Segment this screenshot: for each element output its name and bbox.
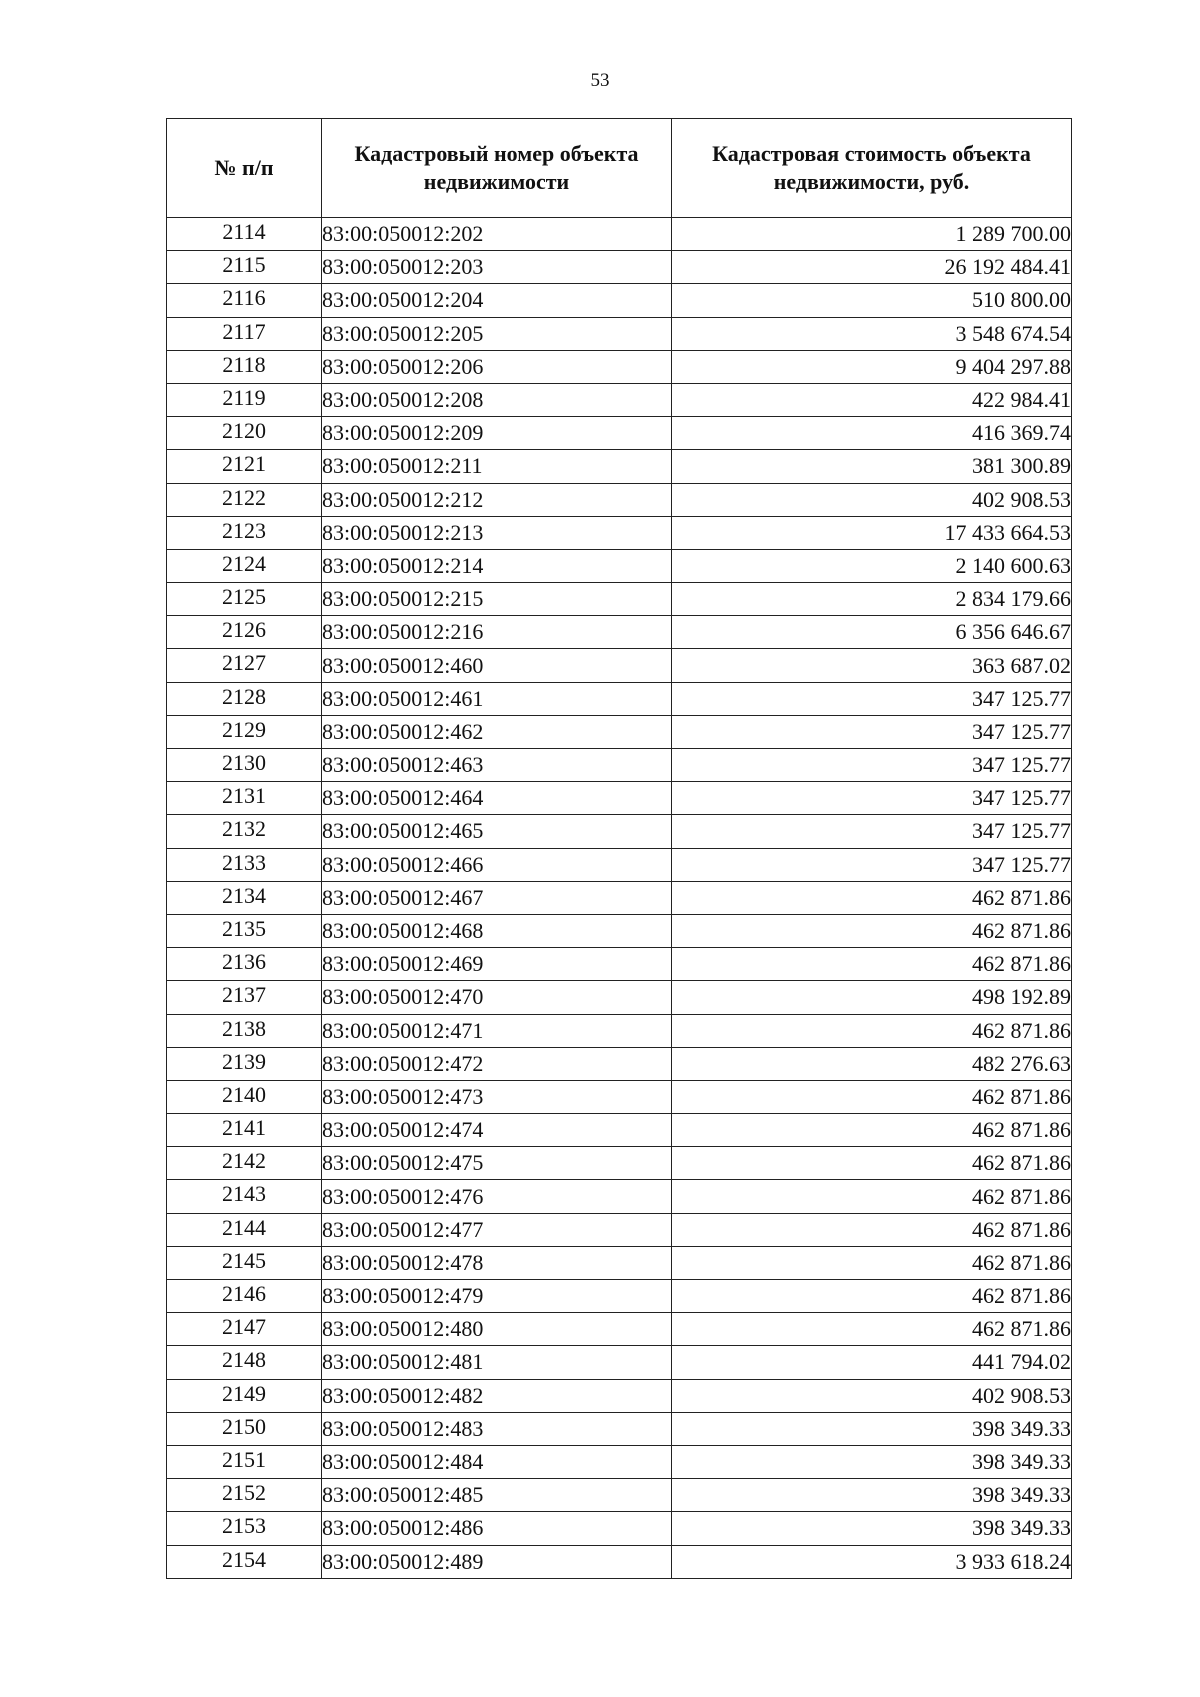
cadastral-value-cell: 347 125.77 (672, 715, 1072, 748)
row-number-cell: 2142 (167, 1147, 322, 1180)
table-row (167, 516, 1072, 549)
cadastral-number-cell: 83:00:050012:208 (322, 383, 672, 416)
row-number-cell: 2140 (167, 1080, 322, 1113)
cadastral-value-cell: 398 349.33 (672, 1412, 1072, 1445)
cadastral-value-cell: 3 933 618.24 (672, 1545, 1072, 1578)
cadastral-number-cell: 83:00:050012:474 (322, 1114, 672, 1147)
row-number-cell: 2138 (167, 1014, 322, 1047)
row-number-cell: 2132 (167, 815, 322, 848)
cadastral-value-cell: 510 800.00 (672, 284, 1072, 317)
header-cadastral-value: Кадастровая стоимость объекта недвижимости, руб. (672, 119, 1072, 218)
cadastral-number-cell: 83:00:050012:472 (322, 1047, 672, 1080)
table-row (167, 383, 1072, 416)
row-number-cell: 2114 (167, 218, 322, 251)
table-row (167, 218, 1072, 251)
table-row (167, 782, 1072, 815)
table-row (167, 483, 1072, 516)
cadastral-value-cell: 347 125.77 (672, 848, 1072, 881)
table-row (167, 1213, 1072, 1246)
cadastral-value-cell: 381 300.89 (672, 450, 1072, 483)
cadastral-value-cell: 462 871.86 (672, 1180, 1072, 1213)
table-row (167, 549, 1072, 582)
row-number-cell: 2137 (167, 981, 322, 1014)
cadastral-number-cell: 83:00:050012:206 (322, 350, 672, 383)
table-row (167, 1047, 1072, 1080)
table-row (167, 251, 1072, 284)
cadastral-value-cell: 462 871.86 (672, 1213, 1072, 1246)
table-row (167, 1313, 1072, 1346)
cadastral-value-cell: 462 871.86 (672, 1313, 1072, 1346)
cadastral-value-cell: 462 871.86 (672, 1114, 1072, 1147)
table-row (167, 417, 1072, 450)
row-number-cell: 2120 (167, 417, 322, 450)
table-row (167, 583, 1072, 616)
cadastral-number-cell: 83:00:050012:471 (322, 1014, 672, 1047)
row-number-cell: 2136 (167, 948, 322, 981)
header-row-number: № п/п (167, 119, 322, 218)
cadastral-number-cell: 83:00:050012:461 (322, 682, 672, 715)
cadastral-value-cell: 398 349.33 (672, 1512, 1072, 1545)
row-number-cell: 2115 (167, 251, 322, 284)
row-number-cell: 2152 (167, 1479, 322, 1512)
cadastral-number-cell: 83:00:050012:211 (322, 450, 672, 483)
row-number-cell: 2135 (167, 914, 322, 947)
table-row (167, 981, 1072, 1014)
row-number-cell: 2144 (167, 1213, 322, 1246)
row-number-cell: 2130 (167, 749, 322, 782)
cadastral-number-cell: 83:00:050012:481 (322, 1346, 672, 1379)
cadastral-value-cell: 462 871.86 (672, 1280, 1072, 1313)
cadastral-number-cell: 83:00:050012:475 (322, 1147, 672, 1180)
cadastral-number-cell: 83:00:050012:486 (322, 1512, 672, 1545)
cadastral-number-cell: 83:00:050012:480 (322, 1313, 672, 1346)
cadastral-value-cell: 1 289 700.00 (672, 218, 1072, 251)
cadastral-number-cell: 83:00:050012:463 (322, 749, 672, 782)
row-number-cell: 2149 (167, 1379, 322, 1412)
cadastral-number-cell: 83:00:050012:468 (322, 914, 672, 947)
row-number-cell: 2150 (167, 1412, 322, 1445)
row-number-cell: 2146 (167, 1280, 322, 1313)
row-number-cell: 2118 (167, 350, 322, 383)
row-number-cell: 2126 (167, 616, 322, 649)
row-number-cell: 2139 (167, 1047, 322, 1080)
table-row (167, 1412, 1072, 1445)
cadastral-value-cell: 398 349.33 (672, 1445, 1072, 1478)
row-number-cell: 2145 (167, 1246, 322, 1279)
cadastral-value-cell: 2 140 600.63 (672, 549, 1072, 582)
row-number-cell: 2124 (167, 549, 322, 582)
cadastral-number-cell: 83:00:050012:465 (322, 815, 672, 848)
table-row (167, 815, 1072, 848)
cadastral-value-cell: 347 125.77 (672, 749, 1072, 782)
cadastral-value-cell: 498 192.89 (672, 981, 1072, 1014)
table-row (167, 450, 1072, 483)
row-number-cell: 2123 (167, 516, 322, 549)
table-row (167, 1545, 1072, 1578)
row-number-cell: 2133 (167, 848, 322, 881)
table-row (167, 715, 1072, 748)
cadastral-value-cell: 462 871.86 (672, 1080, 1072, 1113)
table-row (167, 1080, 1072, 1113)
cadastral-number-cell: 83:00:050012:202 (322, 218, 672, 251)
cadastral-number-cell: 83:00:050012:205 (322, 317, 672, 350)
row-number-cell: 2125 (167, 583, 322, 616)
cadastral-value-cell: 462 871.86 (672, 914, 1072, 947)
cadastral-value-cell: 26 192 484.41 (672, 251, 1072, 284)
row-number-cell: 2121 (167, 450, 322, 483)
cadastral-value-cell: 363 687.02 (672, 649, 1072, 682)
row-number-cell: 2143 (167, 1180, 322, 1213)
row-number-cell: 2122 (167, 483, 322, 516)
row-number-cell: 2127 (167, 649, 322, 682)
row-number-cell: 2153 (167, 1512, 322, 1545)
row-number-cell: 2131 (167, 782, 322, 815)
cadastral-number-cell: 83:00:050012:209 (322, 417, 672, 450)
cadastral-number-cell: 83:00:050012:483 (322, 1412, 672, 1445)
cadastral-number-cell: 83:00:050012:469 (322, 948, 672, 981)
cadastral-number-cell: 83:00:050012:467 (322, 881, 672, 914)
cadastral-number-cell: 83:00:050012:212 (322, 483, 672, 516)
cadastral-number-cell: 83:00:050012:462 (322, 715, 672, 748)
cadastral-value-table (166, 118, 1072, 1579)
row-number-cell: 2119 (167, 383, 322, 416)
table-row (167, 1147, 1072, 1180)
table-row (167, 848, 1072, 881)
cadastral-number-cell: 83:00:050012:479 (322, 1280, 672, 1313)
cadastral-value-cell: 402 908.53 (672, 483, 1072, 516)
table-body (167, 218, 1072, 1579)
table-row (167, 1479, 1072, 1512)
table-row (167, 649, 1072, 682)
cadastral-number-cell: 83:00:050012:473 (322, 1080, 672, 1113)
cadastral-value-cell: 398 349.33 (672, 1479, 1072, 1512)
table-header (167, 119, 1072, 218)
cadastral-number-cell: 83:00:050012:484 (322, 1445, 672, 1478)
table-row (167, 1512, 1072, 1545)
cadastral-value-cell: 17 433 664.53 (672, 516, 1072, 549)
cadastral-value-cell: 3 548 674.54 (672, 317, 1072, 350)
cadastral-number-cell: 83:00:050012:466 (322, 848, 672, 881)
row-number-cell: 2117 (167, 317, 322, 350)
cadastral-value-cell: 416 369.74 (672, 417, 1072, 450)
table-row (167, 1180, 1072, 1213)
table-row (167, 1014, 1072, 1047)
cadastral-number-cell: 83:00:050012:482 (322, 1379, 672, 1412)
cadastral-value-cell: 441 794.02 (672, 1346, 1072, 1379)
row-number-cell: 2151 (167, 1445, 322, 1478)
table-row (167, 1280, 1072, 1313)
table-row (167, 682, 1072, 715)
row-number-cell: 2134 (167, 881, 322, 914)
row-number-cell: 2116 (167, 284, 322, 317)
table-row (167, 284, 1072, 317)
cadastral-number-cell: 83:00:050012:478 (322, 1246, 672, 1279)
table-row (167, 350, 1072, 383)
row-number-cell: 2141 (167, 1114, 322, 1147)
cadastral-number-cell: 83:00:050012:489 (322, 1545, 672, 1578)
cadastral-value-cell: 347 125.77 (672, 682, 1072, 715)
cadastral-value-cell: 347 125.77 (672, 815, 1072, 848)
cadastral-number-cell: 83:00:050012:460 (322, 649, 672, 682)
cadastral-value-cell: 462 871.86 (672, 1147, 1072, 1180)
row-number-cell: 2128 (167, 682, 322, 715)
table-row (167, 616, 1072, 649)
cadastral-value-cell: 6 356 646.67 (672, 616, 1072, 649)
row-number-cell: 2148 (167, 1346, 322, 1379)
cadastral-number-cell: 83:00:050012:464 (322, 782, 672, 815)
table-row (167, 881, 1072, 914)
table-row (167, 914, 1072, 947)
cadastral-number-cell: 83:00:050012:477 (322, 1213, 672, 1246)
table-row (167, 749, 1072, 782)
cadastral-value-cell: 422 984.41 (672, 383, 1072, 416)
header-row (167, 119, 1072, 218)
table-row (167, 1445, 1072, 1478)
cadastral-value-cell: 462 871.86 (672, 948, 1072, 981)
cadastral-value-cell: 462 871.86 (672, 881, 1072, 914)
cadastral-value-cell: 2 834 179.66 (672, 583, 1072, 616)
cadastral-value-cell: 462 871.86 (672, 1246, 1072, 1279)
page-number: 53 (590, 70, 610, 91)
cadastral-number-cell: 83:00:050012:215 (322, 583, 672, 616)
cadastral-value-cell: 482 276.63 (672, 1047, 1072, 1080)
cadastral-value-cell: 402 908.53 (672, 1379, 1072, 1412)
table-row (167, 1246, 1072, 1279)
row-number-cell: 2154 (167, 1545, 322, 1578)
table-row (167, 1346, 1072, 1379)
table-row (167, 317, 1072, 350)
table-row (167, 1379, 1072, 1412)
cadastral-number-cell: 83:00:050012:204 (322, 284, 672, 317)
cadastral-number-cell: 83:00:050012:470 (322, 981, 672, 1014)
cadastral-value-cell: 462 871.86 (672, 1014, 1072, 1047)
cadastral-number-cell: 83:00:050012:476 (322, 1180, 672, 1213)
cadastral-number-cell: 83:00:050012:203 (322, 251, 672, 284)
table-row (167, 948, 1072, 981)
table-row (167, 1114, 1072, 1147)
row-number-cell: 2129 (167, 715, 322, 748)
header-cadastral-number: Кадастровый номер объекта недвижимости (322, 119, 672, 218)
cadastral-number-cell: 83:00:050012:485 (322, 1479, 672, 1512)
cadastral-value-cell: 9 404 297.88 (672, 350, 1072, 383)
row-number-cell: 2147 (167, 1313, 322, 1346)
cadastral-number-cell: 83:00:050012:213 (322, 516, 672, 549)
cadastral-number-cell: 83:00:050012:216 (322, 616, 672, 649)
cadastral-number-cell: 83:00:050012:214 (322, 549, 672, 582)
cadastral-value-cell: 347 125.77 (672, 782, 1072, 815)
